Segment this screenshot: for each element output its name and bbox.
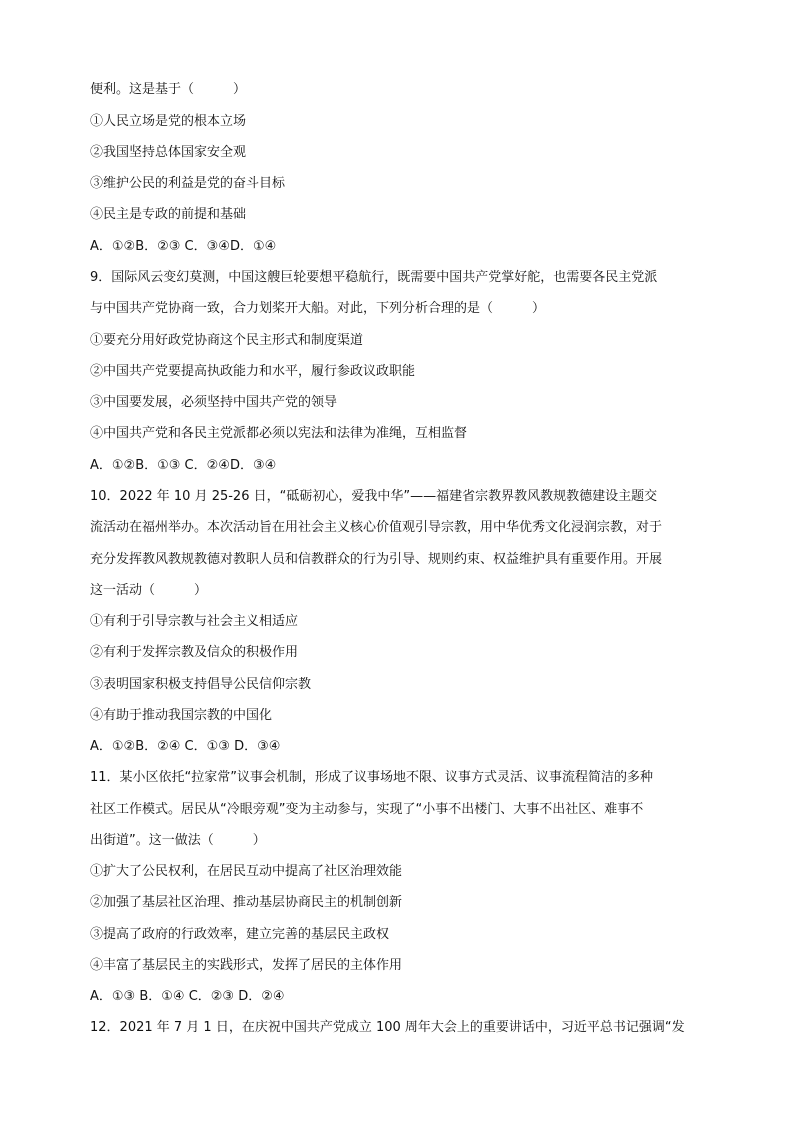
q9-answer-choices: A．①②B．①③ C．②④D．③④ (90, 458, 277, 473)
q8-option-2: ②我国坚持总体国家安全观 (90, 145, 247, 160)
question-12-stem-line-1: 12．2021 年 7 月 1 日，在庆祝中国共产党成立 100 周年大会上的重要讲话中，习近平总书记强调“发 (90, 1020, 685, 1035)
q8-option-4: ④民主是专政的前提和基础 (90, 207, 247, 222)
q9-option-1: ①要充分用好政党协商这个民主形式和制度渠道 (90, 333, 364, 348)
q8-answer-choices: A．①②B．②③ C．③④D．①④ (90, 239, 277, 254)
q10-option-2: ②有利于发挥宗教及信众的积极作用 (90, 645, 299, 660)
q10-option-4: ④有助于推动我国宗教的中国化 (90, 708, 273, 723)
question-11-stem-line-1: 11．某小区依托“拉家常”议事会机制，形成了议事场地不限、议事方式灵活、议事流程简洁的多种 (90, 770, 654, 785)
question-11-stem-line-3: 出街道”。这一做法（ ） (90, 833, 266, 848)
q10-answer-choices: A．①②B．②④ C．①③ D．③④ (90, 739, 281, 754)
q11-option-4: ④丰富了基层民主的实践形式，发挥了居民的主体作用 (90, 958, 403, 973)
q9-option-4: ④中国共产党和各民主党派都必须以宪法和法律为准绳，互相监督 (90, 426, 468, 441)
q11-option-1: ①扩大了公民权利，在居民互动中提高了社区治理效能 (90, 864, 403, 879)
q11-option-3: ③提高了政府的行政效率，建立完善的基层民主政权 (90, 927, 390, 942)
question-10-stem-line-1: 10．2022 年 10 月 25-26 日，“砥砺初心，爱我中华”——福建省宗教界教风教规教德建设主题交 (90, 489, 658, 504)
q8-option-1: ①人民立场是党的根本立场 (90, 114, 247, 129)
question-9-stem-line-2: 与中国共产党协商一致，合力划桨开大船。对此，下列分析合理的是（ ） (90, 301, 546, 316)
question-10-stem-line-3: 充分发挥教风教规教德对教职人员和信教群众的行为引导、规则约束、权益维护具有重要作用。开展 (90, 552, 663, 567)
question-10-stem-line-2: 流活动在福州举办。本次活动旨在用社会主义核心价值观引导宗教，用中华优秀文化浸润宗教，对于 (90, 520, 663, 535)
q9-option-2: ②中国共产党要提高执政能力和水平，履行参政议政职能 (90, 364, 416, 379)
q8-option-3: ③维护公民的利益是党的奋斗目标 (90, 176, 286, 191)
question-11-stem-line-2: 社区工作模式。居民从“冷眼旁观”变为主动参与，实现了“小事不出楼门、大事不出社区、难事不 (90, 802, 644, 817)
question-8-stem-tail: 便利。这是基于（ ） (90, 82, 247, 97)
question-9-stem-line-1: 9．国际风云变幻莫测，中国这艘巨轮要想平稳航行，既需要中国共产党掌好舵，也需要各民主党派 (90, 270, 658, 285)
q9-option-3: ③中国要发展，必须坚持中国共产党的领导 (90, 395, 338, 410)
q10-option-1: ①有利于引导宗教与社会主义相适应 (90, 614, 299, 629)
q10-option-3: ③表明国家积极支持倡导公民信仰宗教 (90, 677, 312, 692)
q11-answer-choices: A．①③ B．①④ C．②③ D．②④ (90, 989, 285, 1004)
question-10-stem-line-4: 这一活动（ ） (90, 583, 208, 598)
q11-option-2: ②加强了基层社区治理、推动基层协商民主的机制创新 (90, 895, 403, 910)
